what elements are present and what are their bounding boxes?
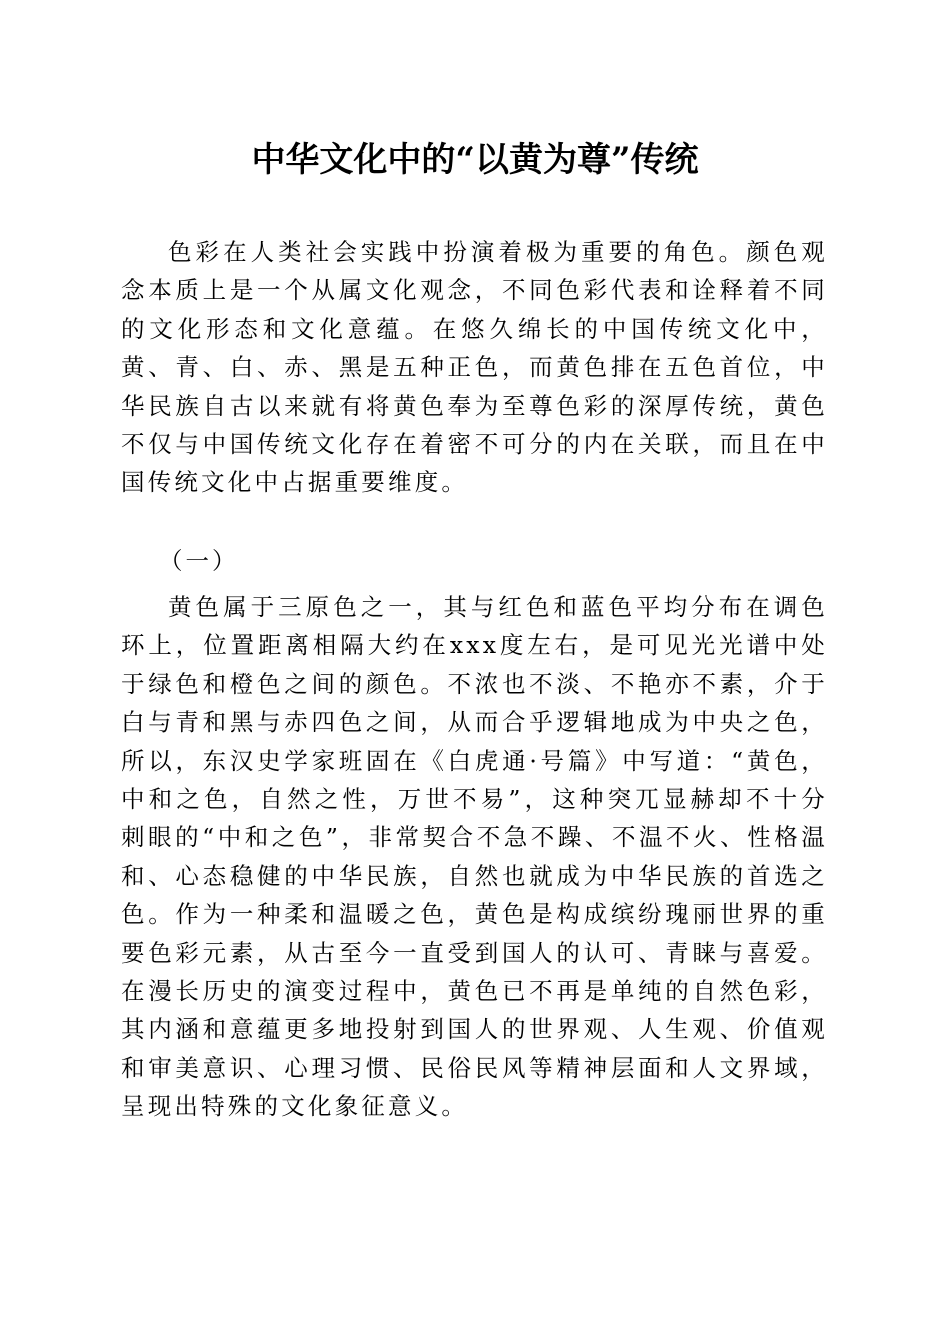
- document-title: 中华文化中的“以黄为尊”传统: [251, 140, 699, 180]
- paragraph-yellow: 黄色属于三原色之一，其与红色和蓝色平均分布在调色环上，位置距离相隔大约在xxx度左右，是可见光光谱中处于绿色和橙色之间的颜色。不浓也不淡、不艳亦不素，介于白与青和黑与赤四色之间，从而合乎逻辑地成为中央之色，所以，东汉史学家班固在《白虎通·号篇》中写道：“黄色，中和之色，自然之性，万世不易”，这种突兀显赫却不十分刺眼的“中和之色”，非常契合不急不躁、不温不火、性格温和、心态稳健的中华民族，自然也就成为中华民族的首选之色。作为一种柔和温暖之色，黄色是构成缤纷瑰丽世界的重要色彩元素，从古至今一直受到国人的认可、青睐与喜爱。在漫长历史的演变过程中，黄色已不再是单纯的自然色彩，其内涵和意蕴更多地投射到国人的世界观、人生观、价值观和审美意识、心理习惯、民俗民风等精神层面和人文界域，呈现出特殊的文化象征意义。: [121, 593, 828, 1121]
- paragraph-intro: 色彩在人类社会实践中扮演着极为重要的角色。颜色观念本质上是一个从属文化观念，不同色彩代表和诠释着不同的文化形态和文化意蕴。在悠久绵长的中国传统文化中，黄、青、白、赤、黑是五种正色，而黄色排在五色首位，中华民族自古以来就有将黄色奉为至尊色彩的深厚传统，黄色不仅与中国传统文化存在着密不可分的内在关联，而且在中国传统文化中占据重要维度。: [121, 238, 828, 497]
- section-heading: （一）: [159, 547, 239, 575]
